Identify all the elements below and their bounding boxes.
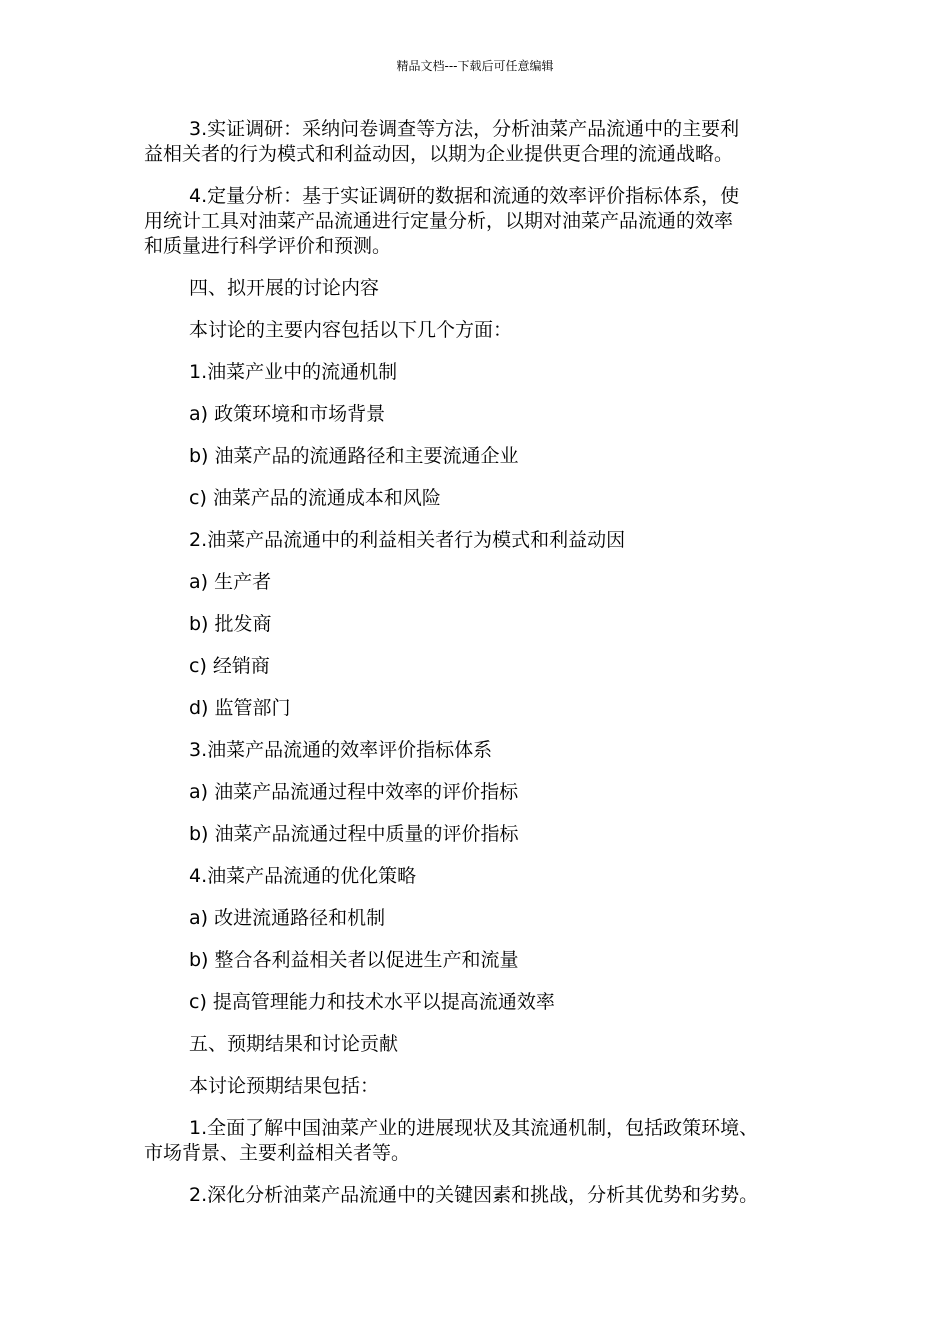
list-item: 4.油菜产品流通的优化策略 (189, 865, 417, 887)
list-item: c) 提高管理能力和技术水平以提高流通效率 (189, 991, 555, 1013)
document-body (144, 117, 808, 1208)
paragraph-line: 3.实证调研：采纳问卷调查等方法，分析油菜产品流通中的主要利 (189, 118, 740, 140)
list-item: 2.油菜产品流通中的利益相关者行为模式和利益动因 (189, 529, 626, 551)
paragraph-line: 2.深化分析油菜产品流通中的关键因素和挑战，分析其优势和劣势。 (189, 1184, 759, 1206)
list-item: 1.油菜产业中的流通机制 (189, 361, 398, 383)
list-item: b) 油菜产品流通过程中质量的评价指标 (189, 823, 519, 845)
paragraph-empirical-research (144, 117, 808, 167)
paragraph-line: 和质量进行科学评价和预测。 (144, 235, 392, 257)
list-item: 3.油菜产品流通的效率评价指标体系 (189, 739, 493, 761)
paragraph-line: 1.全面了解中国油菜产业的进展现状及其流通机制，包括政策环境、 (189, 1117, 759, 1139)
paragraph-expected-result-1 (144, 1116, 808, 1166)
paragraph-quantitative-analysis (144, 184, 808, 259)
paragraph-line: 用统计工具对油菜产品流通进行定量分析，以期对油菜产品流通的效率 (144, 210, 734, 232)
list-item: d) 监管部门 (189, 697, 291, 719)
list-item: b) 批发商 (189, 613, 272, 635)
list-item: b) 油菜产品的流通路径和主要流通企业 (189, 445, 519, 467)
intro-line: 本讨论预期结果包括： (189, 1075, 380, 1097)
paragraph-line: 4.定量分析：基于实证调研的数据和流通的效率评价指标体系，使 (189, 185, 740, 207)
section-heading-4: 四、拟开展的讨论内容 (189, 277, 380, 299)
list-item: c) 经销商 (189, 655, 270, 677)
list-item: a) 政策环境和市场背景 (189, 403, 386, 425)
page-header: 精品文档---下载后可任意编辑 (396, 59, 554, 73)
paragraph-expected-result-2 (144, 1183, 808, 1208)
list-item: a) 油菜产品流通过程中效率的评价指标 (189, 781, 519, 803)
section-heading-5: 五、预期结果和讨论贡献 (189, 1033, 399, 1055)
intro-line: 本讨论的主要内容包括以下几个方面： (189, 319, 513, 341)
list-item: a) 生产者 (189, 571, 272, 593)
list-item: b) 整合各利益相关者以促进生产和流量 (189, 949, 519, 971)
paragraph-line: 市场背景、主要利益相关者等。 (144, 1142, 411, 1164)
paragraph-line: 益相关者的行为模式和利益动因，以期为企业提供更合理的流通战略。 (144, 143, 734, 165)
list-item: a) 改进流通路径和机制 (189, 907, 386, 929)
list-item: c) 油菜产品的流通成本和风险 (189, 487, 441, 509)
